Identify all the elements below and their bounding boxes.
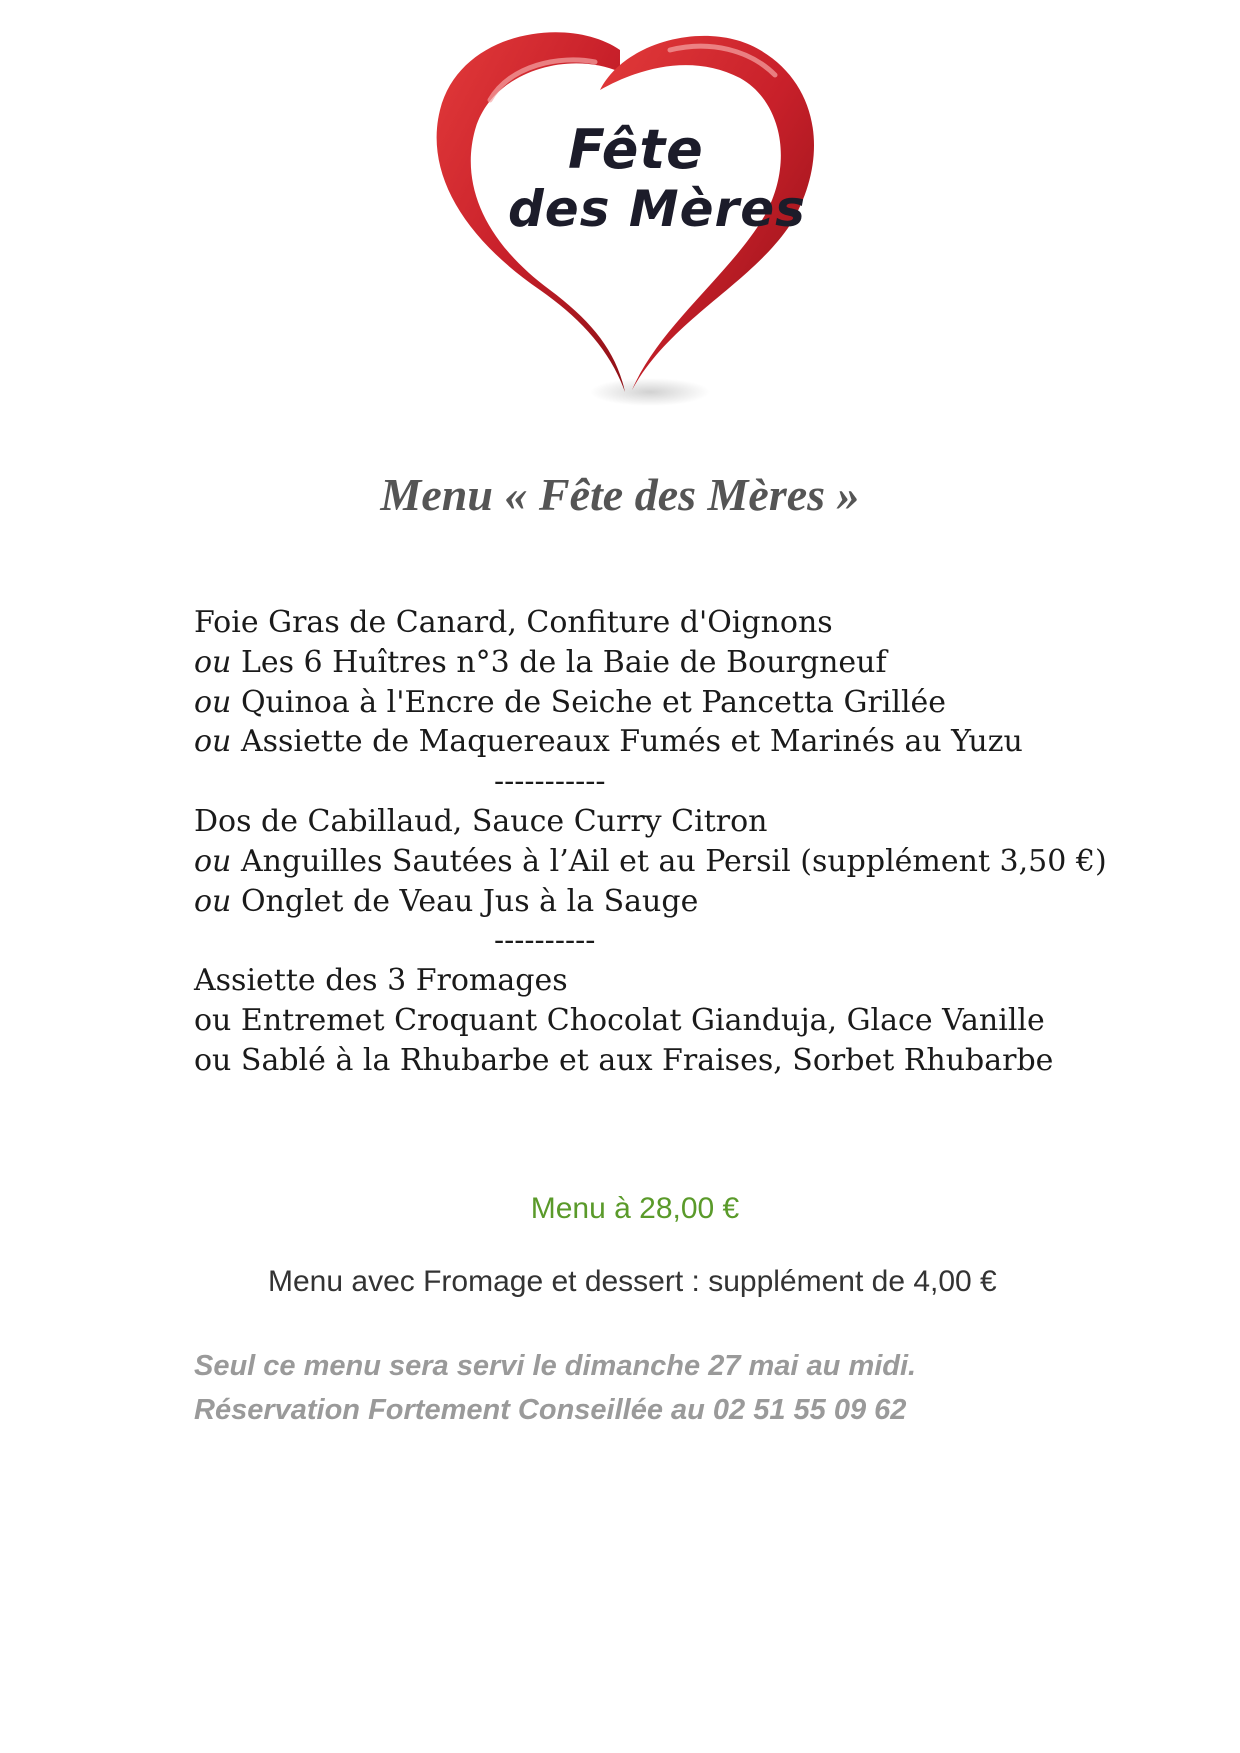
entree-option	[194, 683, 1114, 723]
reservation-note	[194, 1344, 916, 1432]
logo-text-line2: des Mères	[508, 180, 806, 238]
plat-option-label: Anguilles Sautées à l’Ail et au Persil (supplément 3,50 €)	[240, 843, 1107, 879]
entree-option	[194, 643, 1114, 683]
dessert-option: ou Entremet Croquant Chocolat Gianduja, Glace Vanille	[194, 1002, 1045, 1038]
cheese-dessert-supplement: Menu avec Fromage et dessert : supplément de 4,00 €	[268, 1265, 997, 1298]
plat-main: Dos de Cabillaud, Sauce Curry Citron	[194, 803, 768, 839]
menu-price: Menu à 28,00 €	[530, 1192, 740, 1225]
ou-word: ou	[194, 724, 232, 760]
entree-option-label: Assiette de Maquereaux Fumés et Marinés au Yuzu	[240, 724, 1023, 760]
note-line: Seul ce menu sera servi le dimanche 27 mai au midi.	[194, 1350, 917, 1382]
ou-word: ou	[194, 883, 232, 919]
dessert-option: ou Sablé à la Rhubarbe et aux Fraises, Sorbet Rhubarbe	[194, 1042, 1054, 1078]
ou-word: ou	[194, 684, 232, 720]
course-separator: ----------	[494, 923, 596, 959]
note-line: Réservation Fortement Conseillée au 02 51 55 09 62	[194, 1394, 907, 1426]
entree-option-label: Les 6 Huîtres n°3 de la Baie de Bourgneuf	[240, 644, 887, 680]
fete-des-meres-logo	[420, 20, 850, 420]
entree-option-label: Quinoa à l'Encre de Seiche et Pancetta Grillée	[240, 684, 947, 720]
menu-title: Menu « Fête des Mères »	[380, 469, 860, 520]
plat-option	[194, 842, 1114, 882]
ou-word: ou	[194, 843, 232, 879]
dessert-main: Assiette des 3 Fromages	[194, 963, 568, 999]
plat-option-label: Onglet de Veau Jus à la Sauge	[240, 883, 699, 919]
ou-word: ou	[194, 644, 232, 680]
entree-option	[194, 722, 1114, 762]
logo-text-line1: Fête	[568, 118, 704, 181]
plat-option	[194, 882, 1114, 922]
entree-main: Foie Gras de Canard, Confiture d'Oignons	[194, 605, 833, 640]
logo-text	[420, 20, 850, 420]
course-separator: -----------	[494, 764, 606, 800]
menu-items	[194, 603, 1114, 1081]
